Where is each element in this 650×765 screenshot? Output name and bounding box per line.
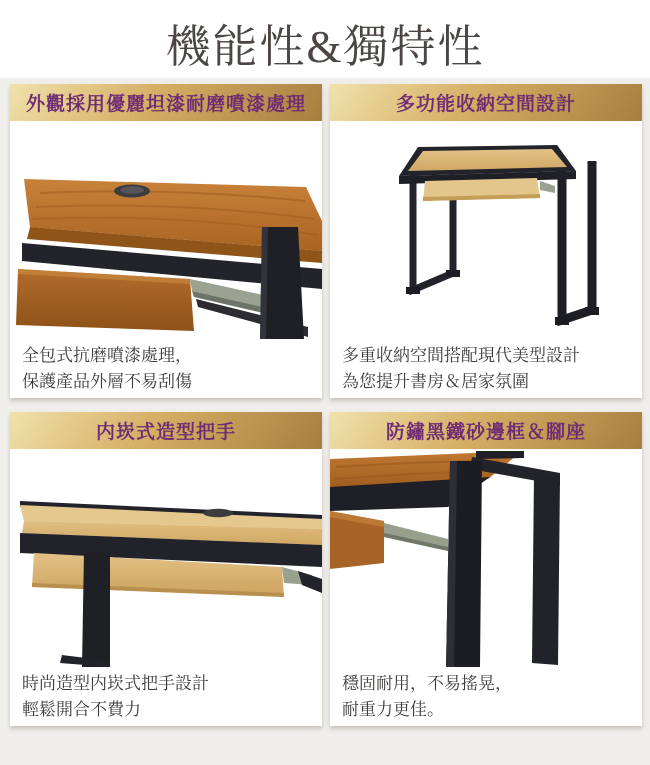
page-title: 機能性&獨特性: [165, 21, 485, 72]
finish-description: [10, 339, 322, 396]
cable-grommet: [203, 509, 233, 517]
drawer-handle-illustration: [10, 449, 322, 667]
drawer-front: [423, 178, 555, 201]
finish-description-line2: 保護產品外層不易刮傷: [22, 372, 192, 392]
handle-photo: [10, 449, 322, 667]
leg-frame-illustration: [330, 449, 642, 667]
feature-card-finish: [10, 84, 322, 398]
desk-corner-illustration: [10, 121, 322, 339]
desk-leg: [260, 227, 304, 339]
full-desk-illustration: [330, 121, 642, 339]
frame-header-banner: 防鏽黑鐵砂邊框＆腳座: [330, 412, 642, 449]
frame-photo: [330, 449, 642, 667]
handle-description-line2: 輕鬆開合不費力: [22, 700, 141, 720]
front-leg: [446, 461, 482, 667]
frame-description: [330, 667, 642, 724]
desk-top: [399, 145, 576, 184]
feature-grid: [0, 84, 650, 726]
feature-card-frame: [330, 412, 642, 726]
finish-photo: [10, 121, 322, 339]
feature-card-storage: [330, 84, 642, 398]
handle-description: [10, 667, 322, 724]
handle-header-banner: 内崁式造型把手: [10, 412, 322, 449]
storage-header-banner: 多功能收納空間設計: [330, 84, 642, 121]
frame-description-line1: 穩固耐用，不易搖晃，: [342, 674, 512, 693]
cable-grommet: [114, 185, 150, 198]
frame-description-line2: 耐重力更佳。: [342, 700, 444, 720]
storage-description-line1: 多重收納空間搭配現代美型設計: [342, 346, 580, 365]
storage-photo: [330, 121, 642, 339]
finish-description-line1: 全包式抗磨噴漆處理，: [22, 346, 192, 365]
right-leg-frame: [555, 161, 599, 325]
desk-top: [330, 451, 560, 511]
finish-header-banner: 外觀採用優麗坦漆耐磨噴漆處理: [10, 84, 322, 121]
storage-description-line2: 為您提升書房＆居家氛圍: [342, 372, 529, 392]
back-leg: [532, 475, 560, 665]
storage-description: [330, 339, 642, 396]
feature-card-handle: [10, 412, 322, 726]
handle-description-line1: 時尚造型内崁式把手設計: [22, 674, 209, 693]
